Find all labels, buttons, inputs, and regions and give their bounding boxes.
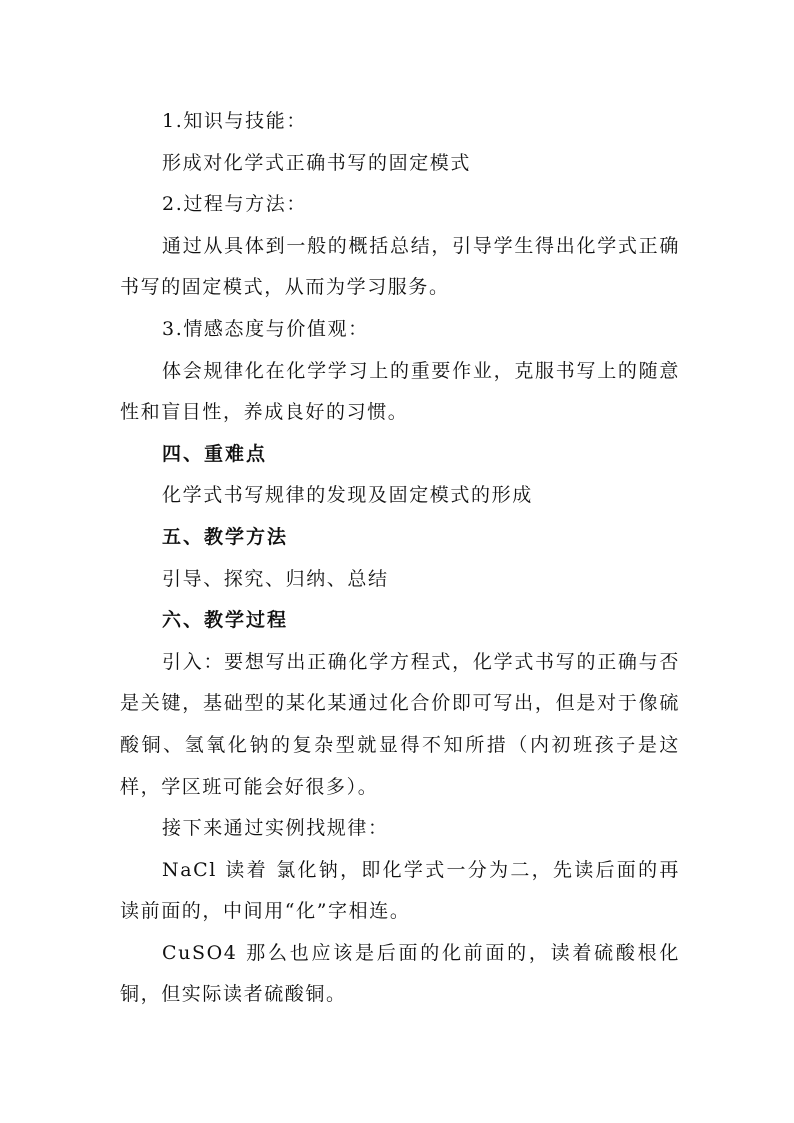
section-heading-process: 六、教学过程 — [162, 609, 289, 632]
section-heading-methods: 五、教学方法 — [162, 525, 289, 548]
objective-1-text: 形成对化学式正确书写的固定模式 — [162, 151, 472, 174]
example-cuso4-text: CuSO4 那么也应该是后面的化前面的，读着硫酸根化铜，但实际读者硫酸铜。 — [120, 941, 680, 1006]
process-examples-intro: 接下来通过实例找规律： — [162, 817, 389, 840]
section-heading-key-points: 四、重难点 — [162, 442, 268, 465]
objective-1-heading: 1.知识与技能： — [162, 110, 307, 132]
objective-3-text: 体会规律化在化学学习上的重要作业，克服书写上的随意性和盲目性，养成良好的习惯。 — [120, 359, 680, 424]
key-points-text: 化学式书写规律的发现及固定模式的形成 — [162, 484, 533, 507]
methods-text: 引导、探究、归纳、总结 — [162, 567, 389, 590]
objective-2-heading: 2.过程与方法： — [162, 193, 307, 216]
objective-2-text: 通过从具体到一般的概括总结，引导学生得出化学式正确书写的固定模式，从而为学习服务。 — [120, 234, 680, 299]
document-body — [120, 101, 680, 1016]
process-intro-text: 引入：要想写出正确化学方程式，化学式书写的正确与否是关键，基础型的某化某通过化合价即可写出，但是对于像硫酸铜、氢氧化钠的复杂型就显得不知所措（内初班孩子是这样，学区班可能会好很多）。 — [120, 650, 680, 798]
objective-3-heading: 3.情感态度与价值观： — [162, 317, 369, 340]
example-nacl-text: NaCl 读着 氯化钠，即化学式一分为二，先读后面的再读前面的，中间用“化”字相连。 — [120, 858, 680, 923]
